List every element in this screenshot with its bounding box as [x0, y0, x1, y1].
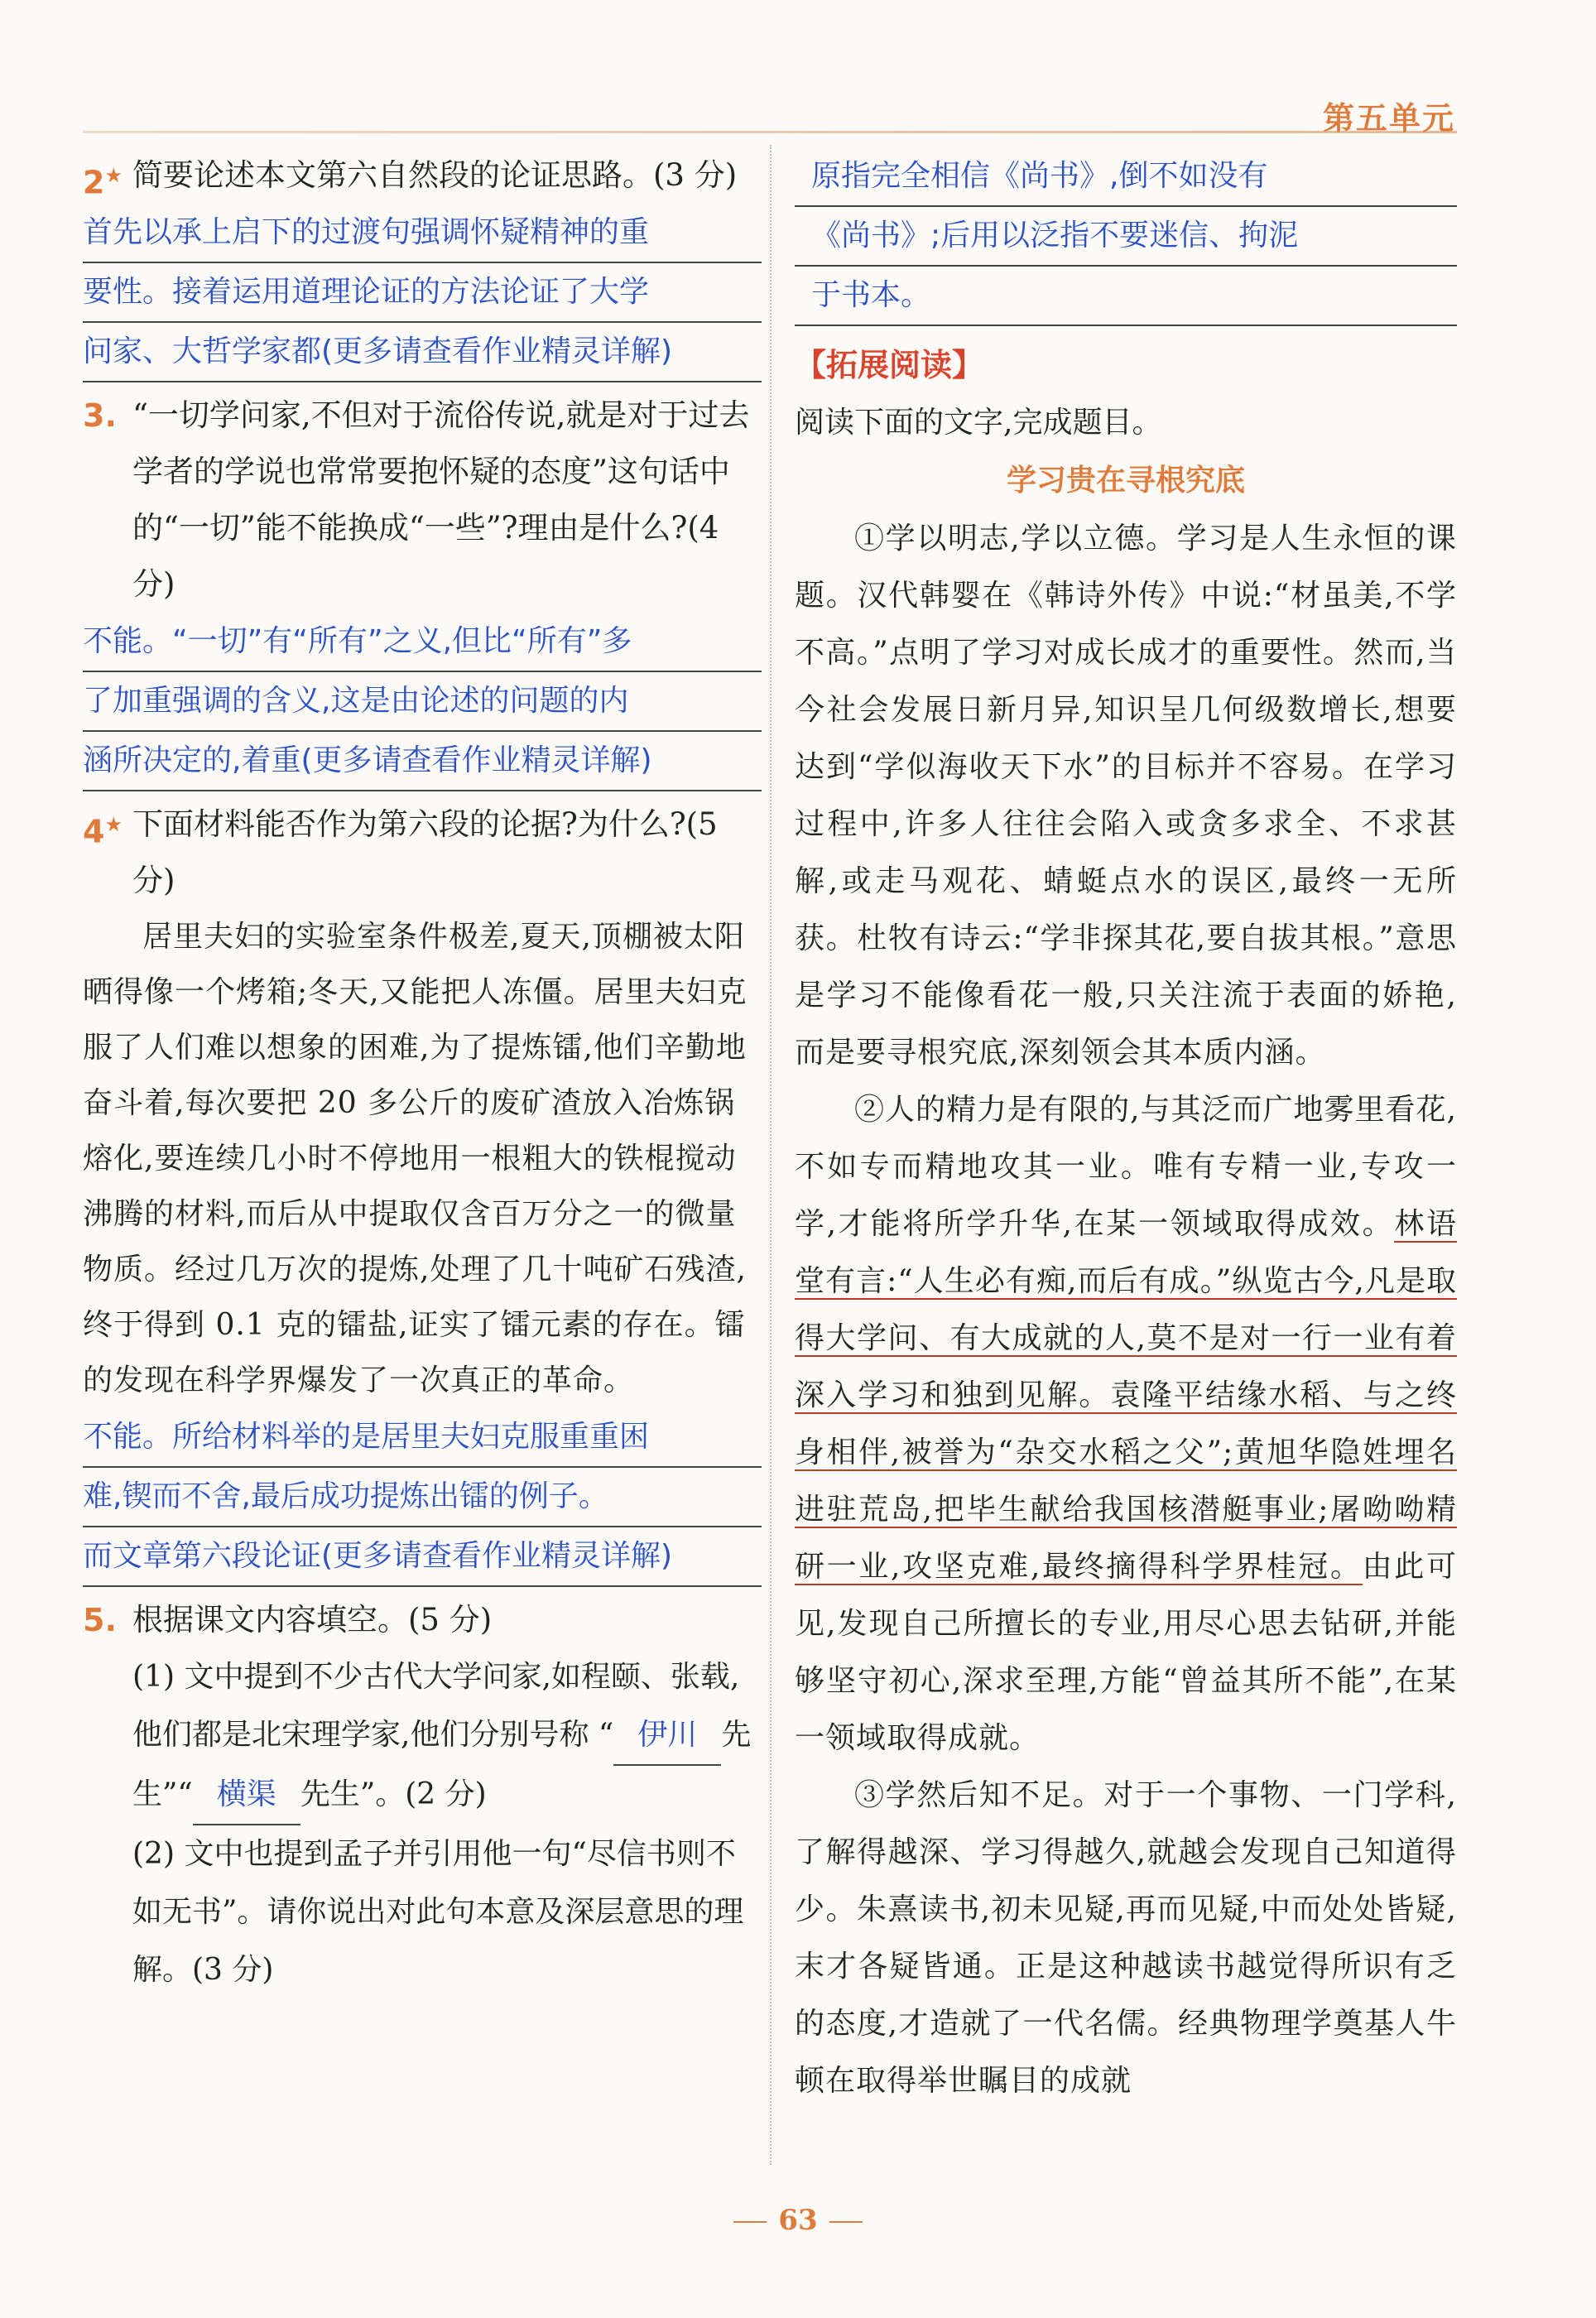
answer-line: 了加重强调的含义,这是由论述的问题的内 [83, 672, 762, 732]
question-text: “一切学问家,不但对于流俗传说,就是对于过去学者的学说也常常要抱怀疑的态度”这句话中的“一切”能不能换成“一些”?理由是什么?(4 分) [132, 397, 750, 602]
underlined-passage: 林语堂有言:“人生必有痴,而后有成。”纵览古今,凡是取得大学问、有大成就的人,莫不是对一行一业有着深入学习和独到见解。袁隆平结缘水稻、与之终身相伴,被誉为“杂交水稻之父”;黄旭华隐姓埋名进驻荒岛,把毕生献给我国核潜艇事业;屠呦呦精研一业,攻坚克难,最终摘得科学界桂冠。 [795, 1207, 1457, 1584]
page-number: 63 [0, 2204, 1596, 2237]
question-text: 简要论述本文第六自然段的论证思路。(3 分) [132, 157, 738, 193]
answer-line: 不能。所给材料举的是居里夫妇克服重重困 [83, 1408, 762, 1468]
answer-line: 而文章第六段论证(更多请查看作业精灵详解) [83, 1527, 762, 1587]
question-text: 根据课文内容填空。(5 分) [132, 1602, 493, 1638]
star-icon: ★ [104, 164, 123, 187]
left-column [83, 147, 762, 1999]
answer-5-2 [795, 147, 1457, 326]
question-4 [83, 796, 762, 909]
question-number: 5. [83, 1602, 117, 1638]
question-number: 4★ [83, 813, 123, 850]
sub-question-2: (2) 文中也提到孟子并引用他一句“尽信书则不如无书”。请你说出对此句本意及深层意思的理解。(3 分) [132, 1837, 744, 1987]
article-paragraph-2: ②人的精力是有限的,与其泛而广地雾里看花,不如专而精地攻其一业。唯有专精一业,专攻一学,才能将所学升华,在某一领域取得成效。林语堂有言:“人生必有痴,而后有成。”纵览古今,凡是取得大学问、有大成就的人,莫不是对一行一业有着深入学习和独到见解。袁隆平结缘水稻、与之终身相伴,被誉为“杂交水稻之父”;黄旭华隐姓埋名进驻荒岛,把毕生献给我国核潜艇事业;屠呦呦精研一业,攻坚克难,最终摘得科学界桂冠。由此可见,发现自己所擅长的专业,用尽心思去钻研,并能够坚守初心,深求至理,方能“曾益其所不能”,在某一领域取得成就。 [795, 1093, 1457, 1755]
question-number: 3. [83, 397, 117, 434]
article-paragraph-1: ①学以明志,学以立德。学习是人生永恒的课题。汉代韩婴在《韩诗外传》中说:“材虽美,不学不高。”点明了学习对成长成才的重要性。然而,当今社会发展日新月异,知识呈几何级数增长,想要达到“学似海收天下水”的目标并不容易。在学习过程中,许多人往往会陷入或贪多求全、不求甚解,或走马观花、蜻蜓点水的误区,最终一无所获。杜牧有诗云:“学非探其花,要自拔其根。”意思是学习不能像看花一般,只关注流于表面的娇艳,而是要寻根究底,深刻领会其本质内涵。 [795, 522, 1457, 1070]
question-5 [83, 1592, 762, 1999]
reading-instruction: 阅读下面的文字,完成题目。 [795, 406, 1162, 440]
star-icon: ★ [104, 813, 123, 836]
answer-line: 首先以承上启下的过渡句强调怀疑精神的重 [83, 204, 762, 263]
answer-line: 《尚书》;后用以泛指不要迷信、拘泥 [795, 207, 1457, 267]
answer-line: 涵所决定的,着重(更多请查看作业精灵详解) [83, 732, 762, 791]
answer-line: 于书本。 [795, 267, 1457, 326]
answer-blank-2: 横渠 [193, 1766, 300, 1825]
answer-line: 要性。接着运用道理论证的方法论证了大学 [83, 263, 762, 323]
answer-line: 问家、大哲学家都(更多请查看作业精灵详解) [83, 323, 762, 382]
question-number: 2★ [83, 164, 123, 201]
question-text: 下面材料能否作为第六段的论据?为什么?(5 分) [132, 806, 718, 898]
answer-line: 难,锲而不舍,最后成功提炼出镭的例子。 [83, 1468, 762, 1527]
right-column [795, 147, 1457, 2109]
column-divider [770, 145, 772, 2165]
answer-line: 原指完全相信《尚书》,倒不如没有 [795, 147, 1457, 207]
question-3 [83, 387, 762, 613]
answer-4 [83, 1408, 762, 1587]
article-paragraph-3: ③学然后知不足。对于一个事物、一门学科,了解得越深、学习得越久,就越会发现自己知道得少。朱熹读书,初未见疑,再而见疑,中而处处皆疑,末才各疑皆通。正是这种越读书越觉得所识有乏的态度,才造就了一代名儒。经典物理学奠基人牛顿在取得举世瞩目的成就 [795, 1778, 1457, 2098]
sub-question-1: (1) 文中提到不少古代大学问家,如程颐、张载,他们都是北宋理学家,他们分别号称 “ 伊川 先生”“ 横渠 先生”。(2 分) [132, 1648, 762, 1825]
header-rule [83, 131, 1457, 133]
question-2 [83, 147, 762, 204]
unit-title: 第五单元 [1322, 100, 1455, 137]
answer-blank-1: 伊川 [613, 1706, 721, 1766]
article-title: 学习贵在寻根究底 [1006, 464, 1245, 498]
answer-3 [83, 613, 762, 791]
material-passage: 居里夫妇的实验室条件极差,夏天,顶棚被太阳晒得像一个烤箱;冬天,又能把人冻僵。居里夫妇克服了人们难以想象的困难,为了提炼镭,他们辛勤地奋斗着,每次要把 20 多公斤的废矿渣放入冶炼锅熔化,要连续几小时不停地用一根粗大的铁棍搅动沸腾的材料,而后从中提取仅含百万分之一的微量物质。经过几万次的提炼,处理了几十吨矿石残渣,终于得到 0.1 克的镭盐,证实了镭元素的存在。镭的发现在科学界爆发了一次真正的革命。 [83, 920, 748, 1397]
answer-line: 不能。“一切”有“所有”之义,但比“所有”多 [83, 613, 762, 672]
answer-2 [83, 204, 762, 382]
extended-reading-heading: 【拓展阅读】 [795, 347, 984, 383]
